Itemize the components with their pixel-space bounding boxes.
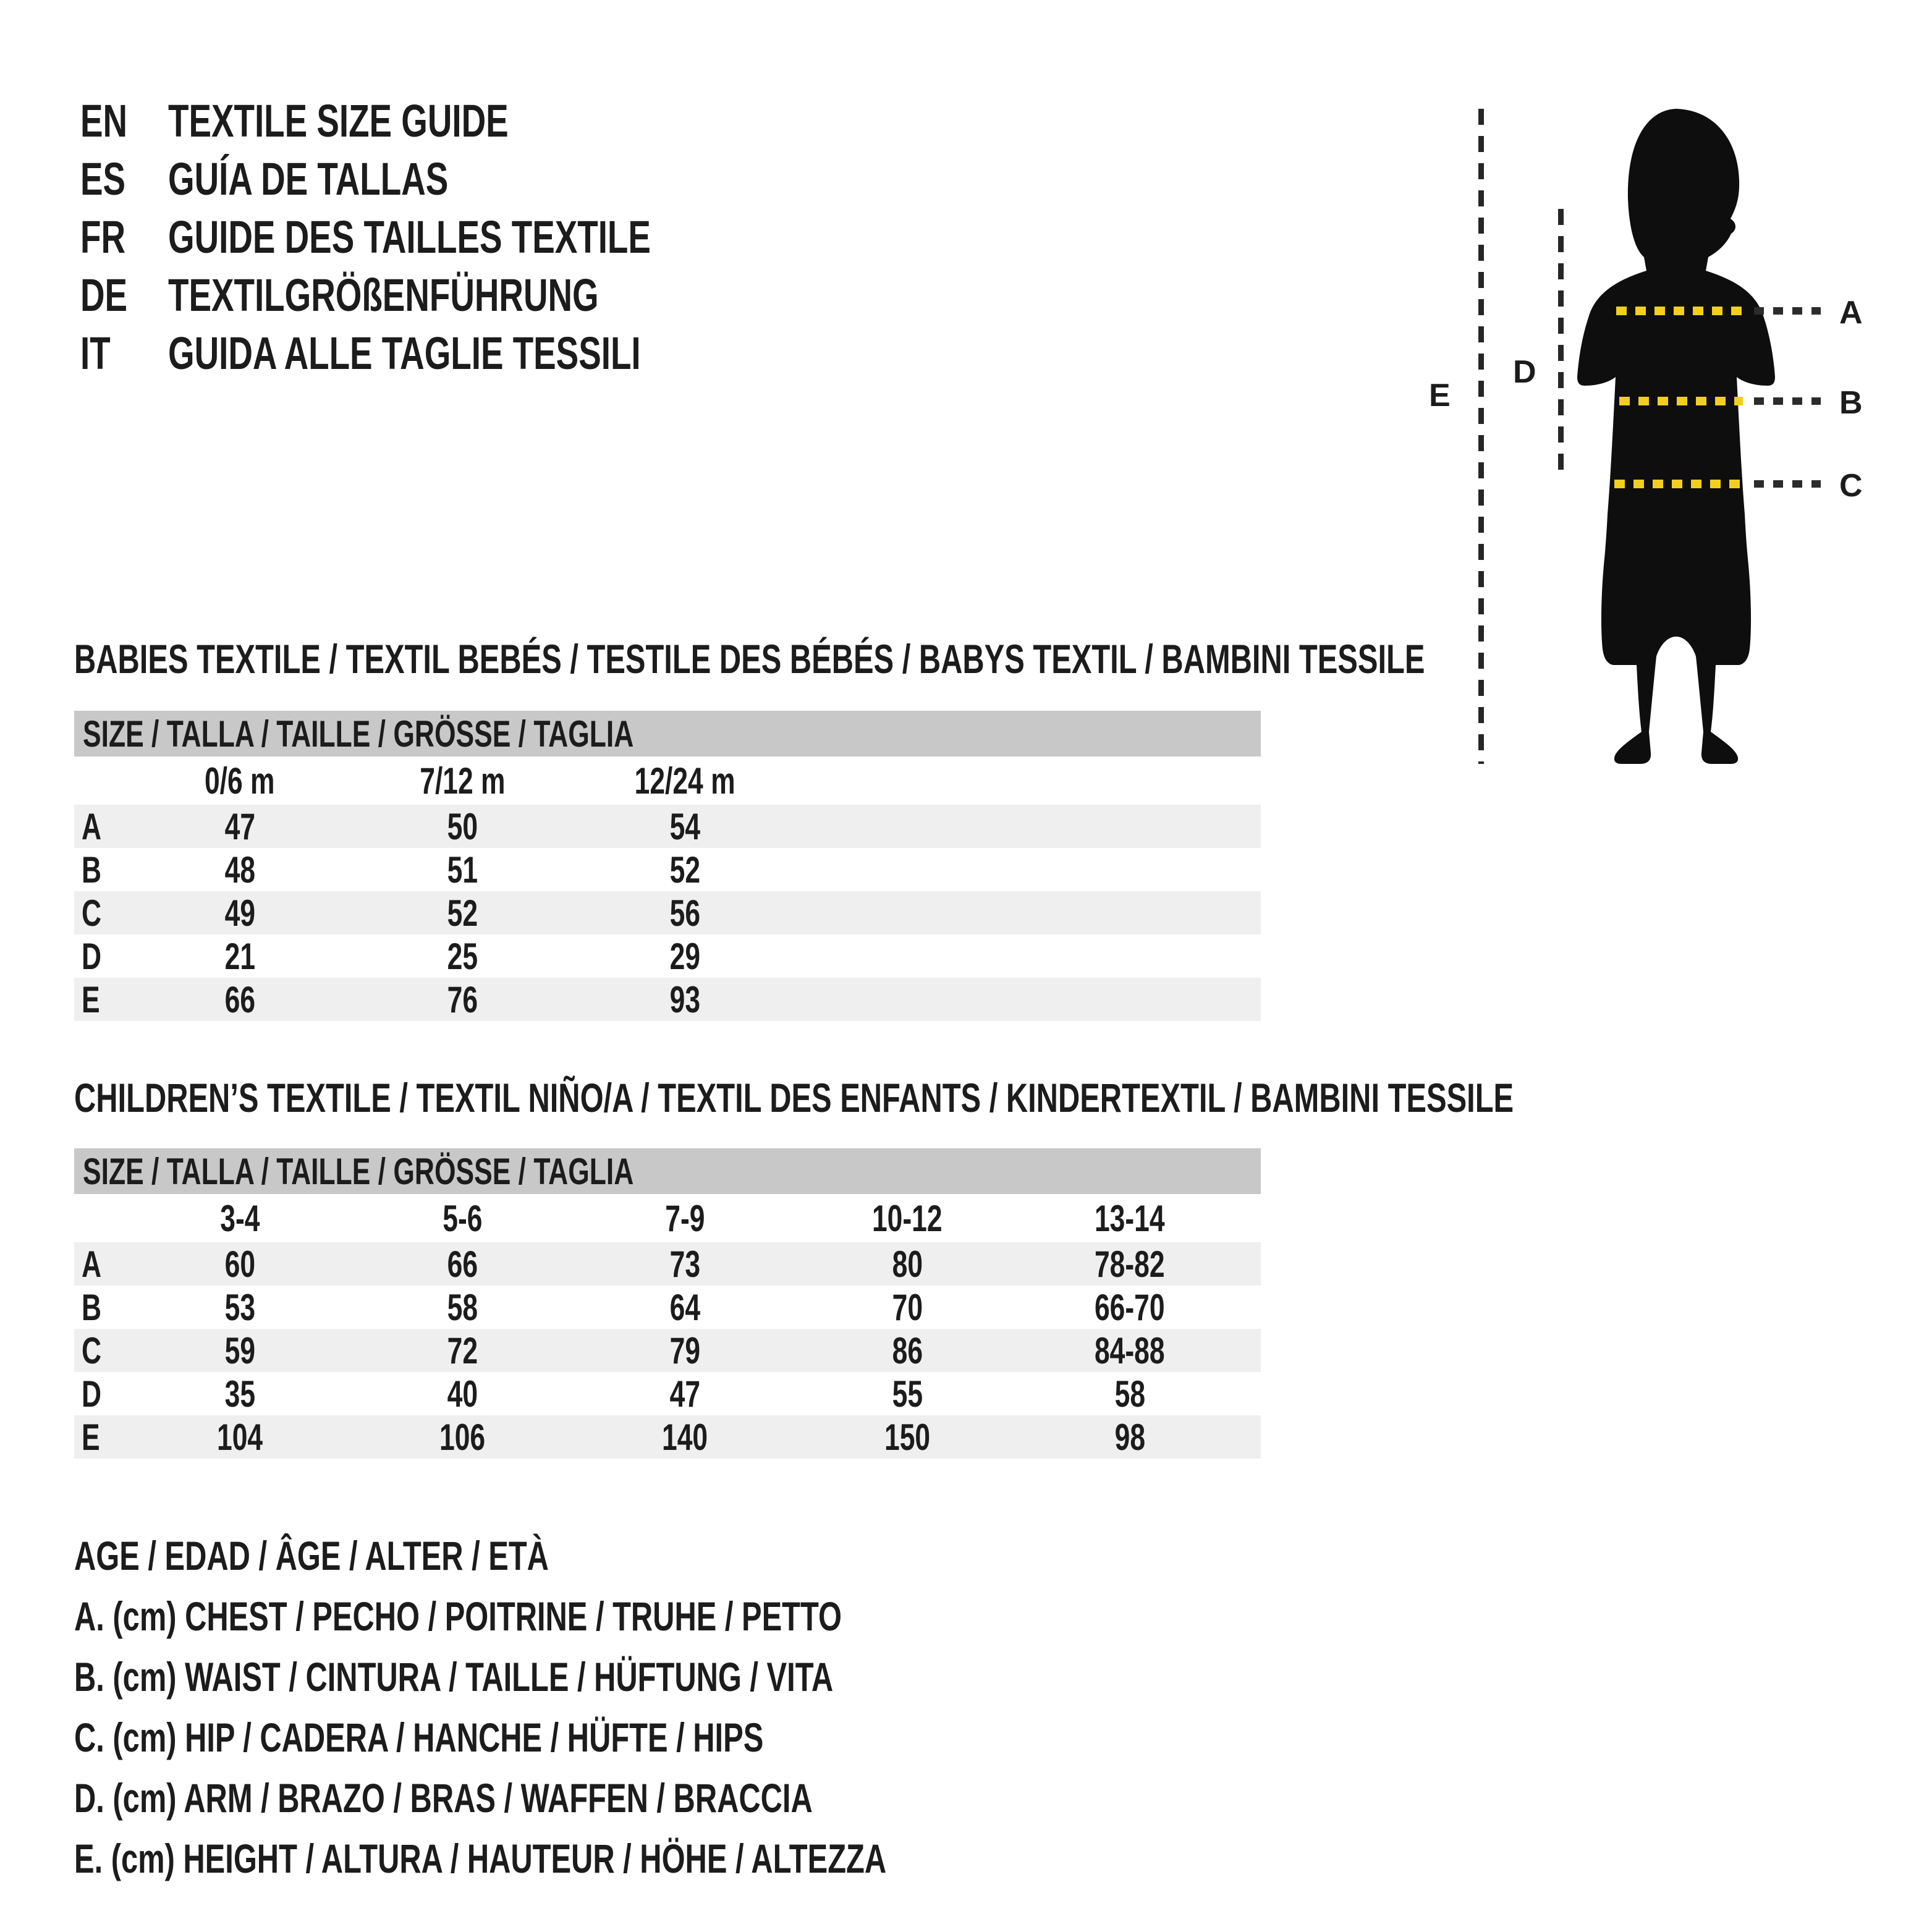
- legend-arm: D. (cm) ARM / BRAZO / BRAS / WAFFEN / BRACCIA: [74, 1775, 813, 1821]
- lang-row-es: [80, 150, 820, 208]
- guide-title-it: GUIDA ALLE TAGLIE TESSILI: [168, 327, 641, 379]
- lang-code: DE: [80, 269, 128, 321]
- legend-chest: A. (cm) CHEST / PECHO / POITRINE / TRUHE / PETTO: [74, 1593, 842, 1639]
- figure-label-c: C: [1839, 468, 1863, 504]
- measurement-legend: [74, 1525, 1172, 1889]
- figure-label-d: D: [1513, 354, 1536, 390]
- guide-title-en: TEXTILE SIZE GUIDE: [168, 95, 509, 146]
- lang-row-en: [80, 91, 820, 150]
- table-row: A 47 50 54: [74, 805, 1261, 848]
- figure-label-b: B: [1839, 385, 1863, 421]
- lang-code: EN: [80, 95, 128, 146]
- table-row: E 104 106 140 150 98: [74, 1415, 1261, 1459]
- children-size-table: [74, 1148, 1261, 1459]
- arm-d-dashed-line: [1558, 209, 1564, 471]
- babies-section-title: BABIES TEXTILE / TEXTIL BEBÉS / TESTILE DES BÉBÉS / BABYS TEXTIL / BAMBINI TESSILE: [74, 636, 1425, 682]
- guide-title-fr: GUIDE DES TAILLES TEXTILE: [168, 211, 651, 263]
- hip-c-yellow-dashes: [1614, 480, 1747, 488]
- babies-size-table: [74, 711, 1261, 1021]
- lang-code: FR: [80, 211, 126, 263]
- children-column-headers: 3-4 5-6 7-9 10-12 13-14: [219, 1197, 1165, 1239]
- table-row: A 60 66 73 80 78-82: [74, 1242, 1261, 1286]
- language-title-list: [80, 91, 820, 382]
- lang-code: ES: [80, 153, 126, 205]
- legend-height: E. (cm) HEIGHT / ALTURA / HAUTEUR / HÖHE / ALTEZZA: [74, 1836, 887, 1881]
- lang-code: IT: [80, 327, 111, 379]
- guide-title-de: TEXTILGRÖßENFÜHRUNG: [168, 269, 599, 321]
- guide-title-es: GUÍA DE TALLAS: [168, 153, 449, 205]
- table-row: B 53 58 64 70 66-70: [82, 1286, 1165, 1328]
- table-row: B 48 51 52: [82, 849, 700, 891]
- waist-b-dark-dashes: [1754, 397, 1821, 405]
- figure-label-e: E: [1429, 378, 1451, 413]
- lang-row-de: [80, 266, 820, 324]
- legend-waist: B. (cm) WAIST / CINTURA / TAILLE / HÜFTUNG / VITA: [74, 1654, 834, 1700]
- table-row: D 35 40 47 55 58: [82, 1373, 1145, 1415]
- legend-hip: C. (cm) HIP / CADERA / HANCHE / HÜFTE / HIPS: [74, 1714, 764, 1760]
- lang-row-fr: [80, 208, 820, 266]
- figure-label-a: A: [1839, 295, 1863, 331]
- lang-row-it: [80, 324, 820, 382]
- children-section-title: CHILDREN’S TEXTILE / TEXTIL NIÑO/A / TEXTIL DES ENFANTS / KINDERTEXTIL / BAMBINI TESSILE: [74, 1075, 1514, 1121]
- babies-column-headers: 0/6 m 7/12 m 12/24 m: [205, 760, 735, 802]
- table-row: C 49 52 56: [74, 891, 1261, 934]
- table-row: E 66 76 93: [74, 978, 1261, 1021]
- hip-c-dark-dashes: [1754, 480, 1821, 488]
- babies-table-header-bar: SIZE / TALLA / TAILLE / GRÖSSE / TAGLIA: [74, 711, 1261, 756]
- children-table-header-bar: SIZE / TALLA / TAILLE / GRÖSSE / TAGLIA: [74, 1148, 1261, 1194]
- legend-age: AGE / EDAD / ÂGE / ALTER / ETÀ: [74, 1533, 549, 1578]
- table-row: C 59 72 79 86 84-88: [74, 1329, 1261, 1372]
- chest-a-yellow-dashes: [1616, 307, 1746, 315]
- waist-b-yellow-dashes: [1619, 397, 1743, 405]
- table-row: D 21 25 29: [82, 935, 700, 977]
- chest-a-dark-dashes: [1754, 307, 1821, 315]
